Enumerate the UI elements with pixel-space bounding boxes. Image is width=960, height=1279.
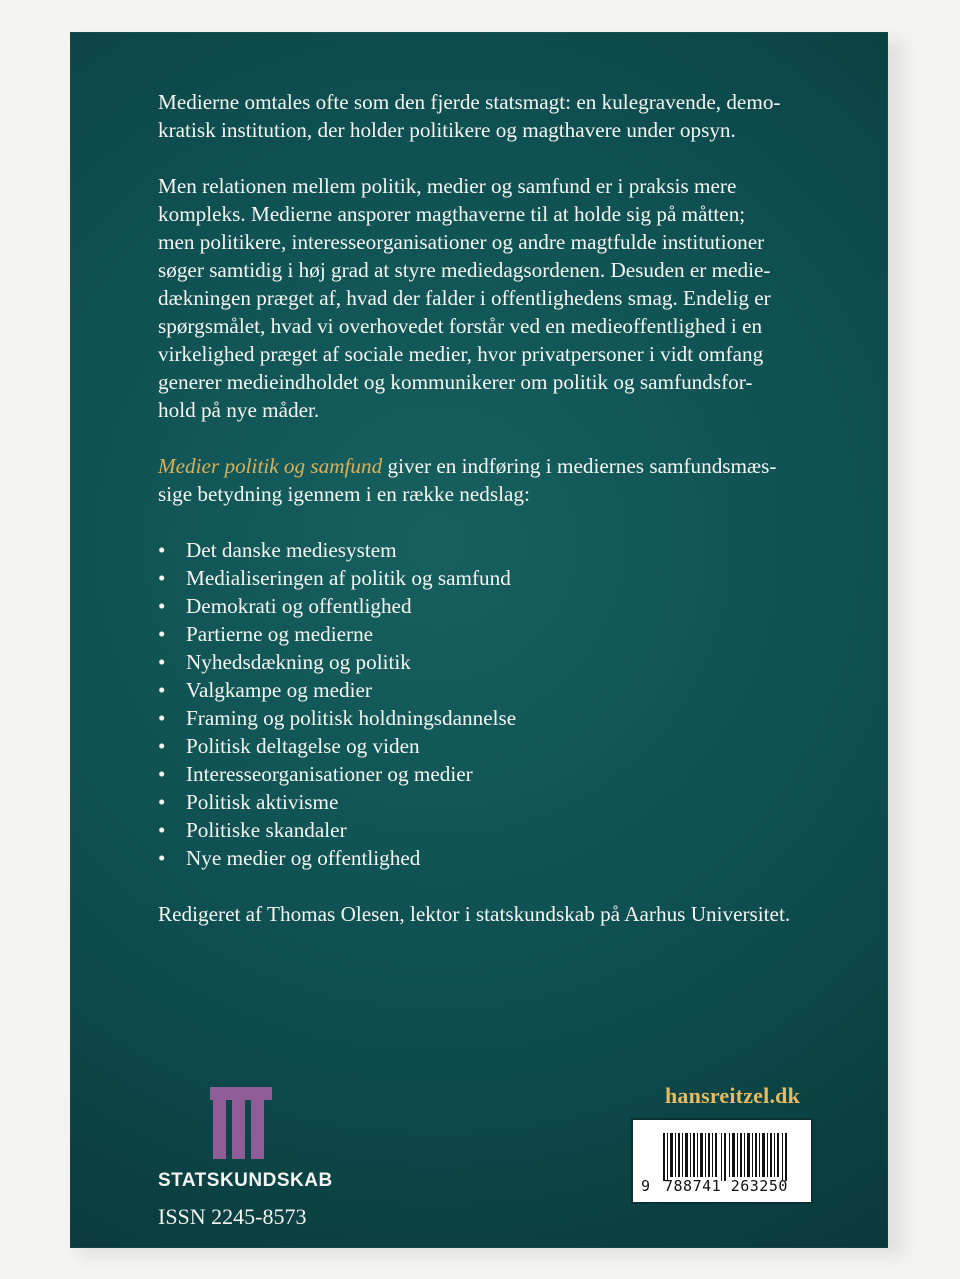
publisher-block xyxy=(158,1080,333,1230)
topic-list xyxy=(158,536,813,872)
overview-paragraph xyxy=(158,452,813,508)
topic-item xyxy=(158,620,813,648)
bullet-icon: • xyxy=(158,818,166,842)
topic-item xyxy=(158,704,813,732)
overview-line: sige betydning igennem i en række nedslag: xyxy=(158,482,530,506)
topic-label: Politisk deltagelse og viden xyxy=(186,734,420,758)
bullet-icon: • xyxy=(158,706,166,730)
bullet-icon: • xyxy=(158,622,166,646)
topic-label: Politisk aktivisme xyxy=(186,790,339,814)
topic-item xyxy=(158,592,813,620)
topic-label: Valgkampe og medier xyxy=(186,678,372,702)
book-title-reference: Medier politik og samfund xyxy=(158,454,383,478)
relation-line: generer medieindholdet og kommunikerer om politik og samfundsfor- xyxy=(158,370,753,394)
bullet-icon: • xyxy=(158,790,166,814)
relation-line: Men relationen mellem politik, medier og samfund er i praksis mere xyxy=(158,174,737,198)
topic-label: Framing og politisk holdningsdannelse xyxy=(186,706,517,730)
bullet-icon: • xyxy=(158,762,166,786)
intro-line: kratisk institution, der holder politikere og magthavere under opsyn. xyxy=(158,118,736,142)
topic-label: Interesseorganisationer og medier xyxy=(186,762,473,786)
topic-label: Medialiseringen af politik og samfund xyxy=(186,566,511,590)
topic-item xyxy=(158,676,813,704)
topic-item xyxy=(158,788,813,816)
relation-paragraph xyxy=(158,172,813,424)
editor-line xyxy=(158,900,813,928)
relation-line: dækningen præget af, hvad der falder i offentlighedens smag. Endelig er xyxy=(158,286,771,310)
editor-text: Redigeret af Thomas Olesen, lektor i statskundskab på Aarhus Universitet. xyxy=(158,902,791,926)
topic-label: Det danske mediesystem xyxy=(186,538,397,562)
topic-item xyxy=(158,648,813,676)
relation-line: hold på nye måder. xyxy=(158,398,320,422)
topic-item xyxy=(158,760,813,788)
topic-item xyxy=(158,844,813,872)
publisher-website: hansreitzel.dk xyxy=(665,1083,801,1108)
bullet-icon: • xyxy=(158,650,166,674)
barcode-prefix: 9 xyxy=(641,1177,651,1195)
topic-item xyxy=(158,536,813,564)
bullet-icon: • xyxy=(158,594,166,618)
publisher-name: STATSKUNDSKAB xyxy=(158,1170,333,1191)
intro-paragraph xyxy=(158,88,813,144)
topic-label: Demokrati og offentlighed xyxy=(186,594,412,618)
barcode-number: 788741 263250 xyxy=(664,1177,788,1195)
bullet-icon: • xyxy=(158,566,166,590)
relation-line: søger samtidig i høj grad at styre mediedagsordenen. Desuden er medie- xyxy=(158,258,771,282)
column-logo-icon xyxy=(206,1080,276,1166)
relation-line: kompleks. Medierne ansporer magthaverne til at holde sig på måtten; xyxy=(158,202,746,226)
overview-line xyxy=(158,452,813,480)
bullet-icon: • xyxy=(158,846,166,870)
barcode-icon xyxy=(663,1133,788,1181)
relation-line: spørgsmålet, hvad vi overhovedet forstår ved en medieoffentlighed i en xyxy=(158,314,763,338)
topic-item xyxy=(158,816,813,844)
topic-label: Partierne og medierne xyxy=(186,622,374,646)
barcode xyxy=(631,1118,813,1204)
cover-text-block xyxy=(158,88,813,956)
topic-item xyxy=(158,732,813,760)
intro-line: Medierne omtales ofte som den fjerde statsmagt: en kulegravende, demo- xyxy=(158,90,781,114)
bullet-icon: • xyxy=(158,734,166,758)
relation-line: men politikere, interesseorganisationer og andre magtfulde institutioner xyxy=(158,230,765,254)
bullet-icon: • xyxy=(158,538,166,562)
topic-label: Nye medier og offentlighed xyxy=(186,846,421,870)
bullet-icon: • xyxy=(158,678,166,702)
topic-label: Nyhedsdækning og politik xyxy=(186,650,411,674)
topic-label: Politiske skandaler xyxy=(186,818,347,842)
issn: ISSN 2245-8573 xyxy=(158,1204,307,1229)
overview-line-rest: giver en indføring i mediernes samfundsmæs- xyxy=(382,454,777,478)
book-back-cover xyxy=(70,32,888,1248)
relation-line: virkelighed præget af sociale medier, hvor privatpersoner i vidt omfang xyxy=(158,342,764,366)
topic-item xyxy=(158,564,813,592)
